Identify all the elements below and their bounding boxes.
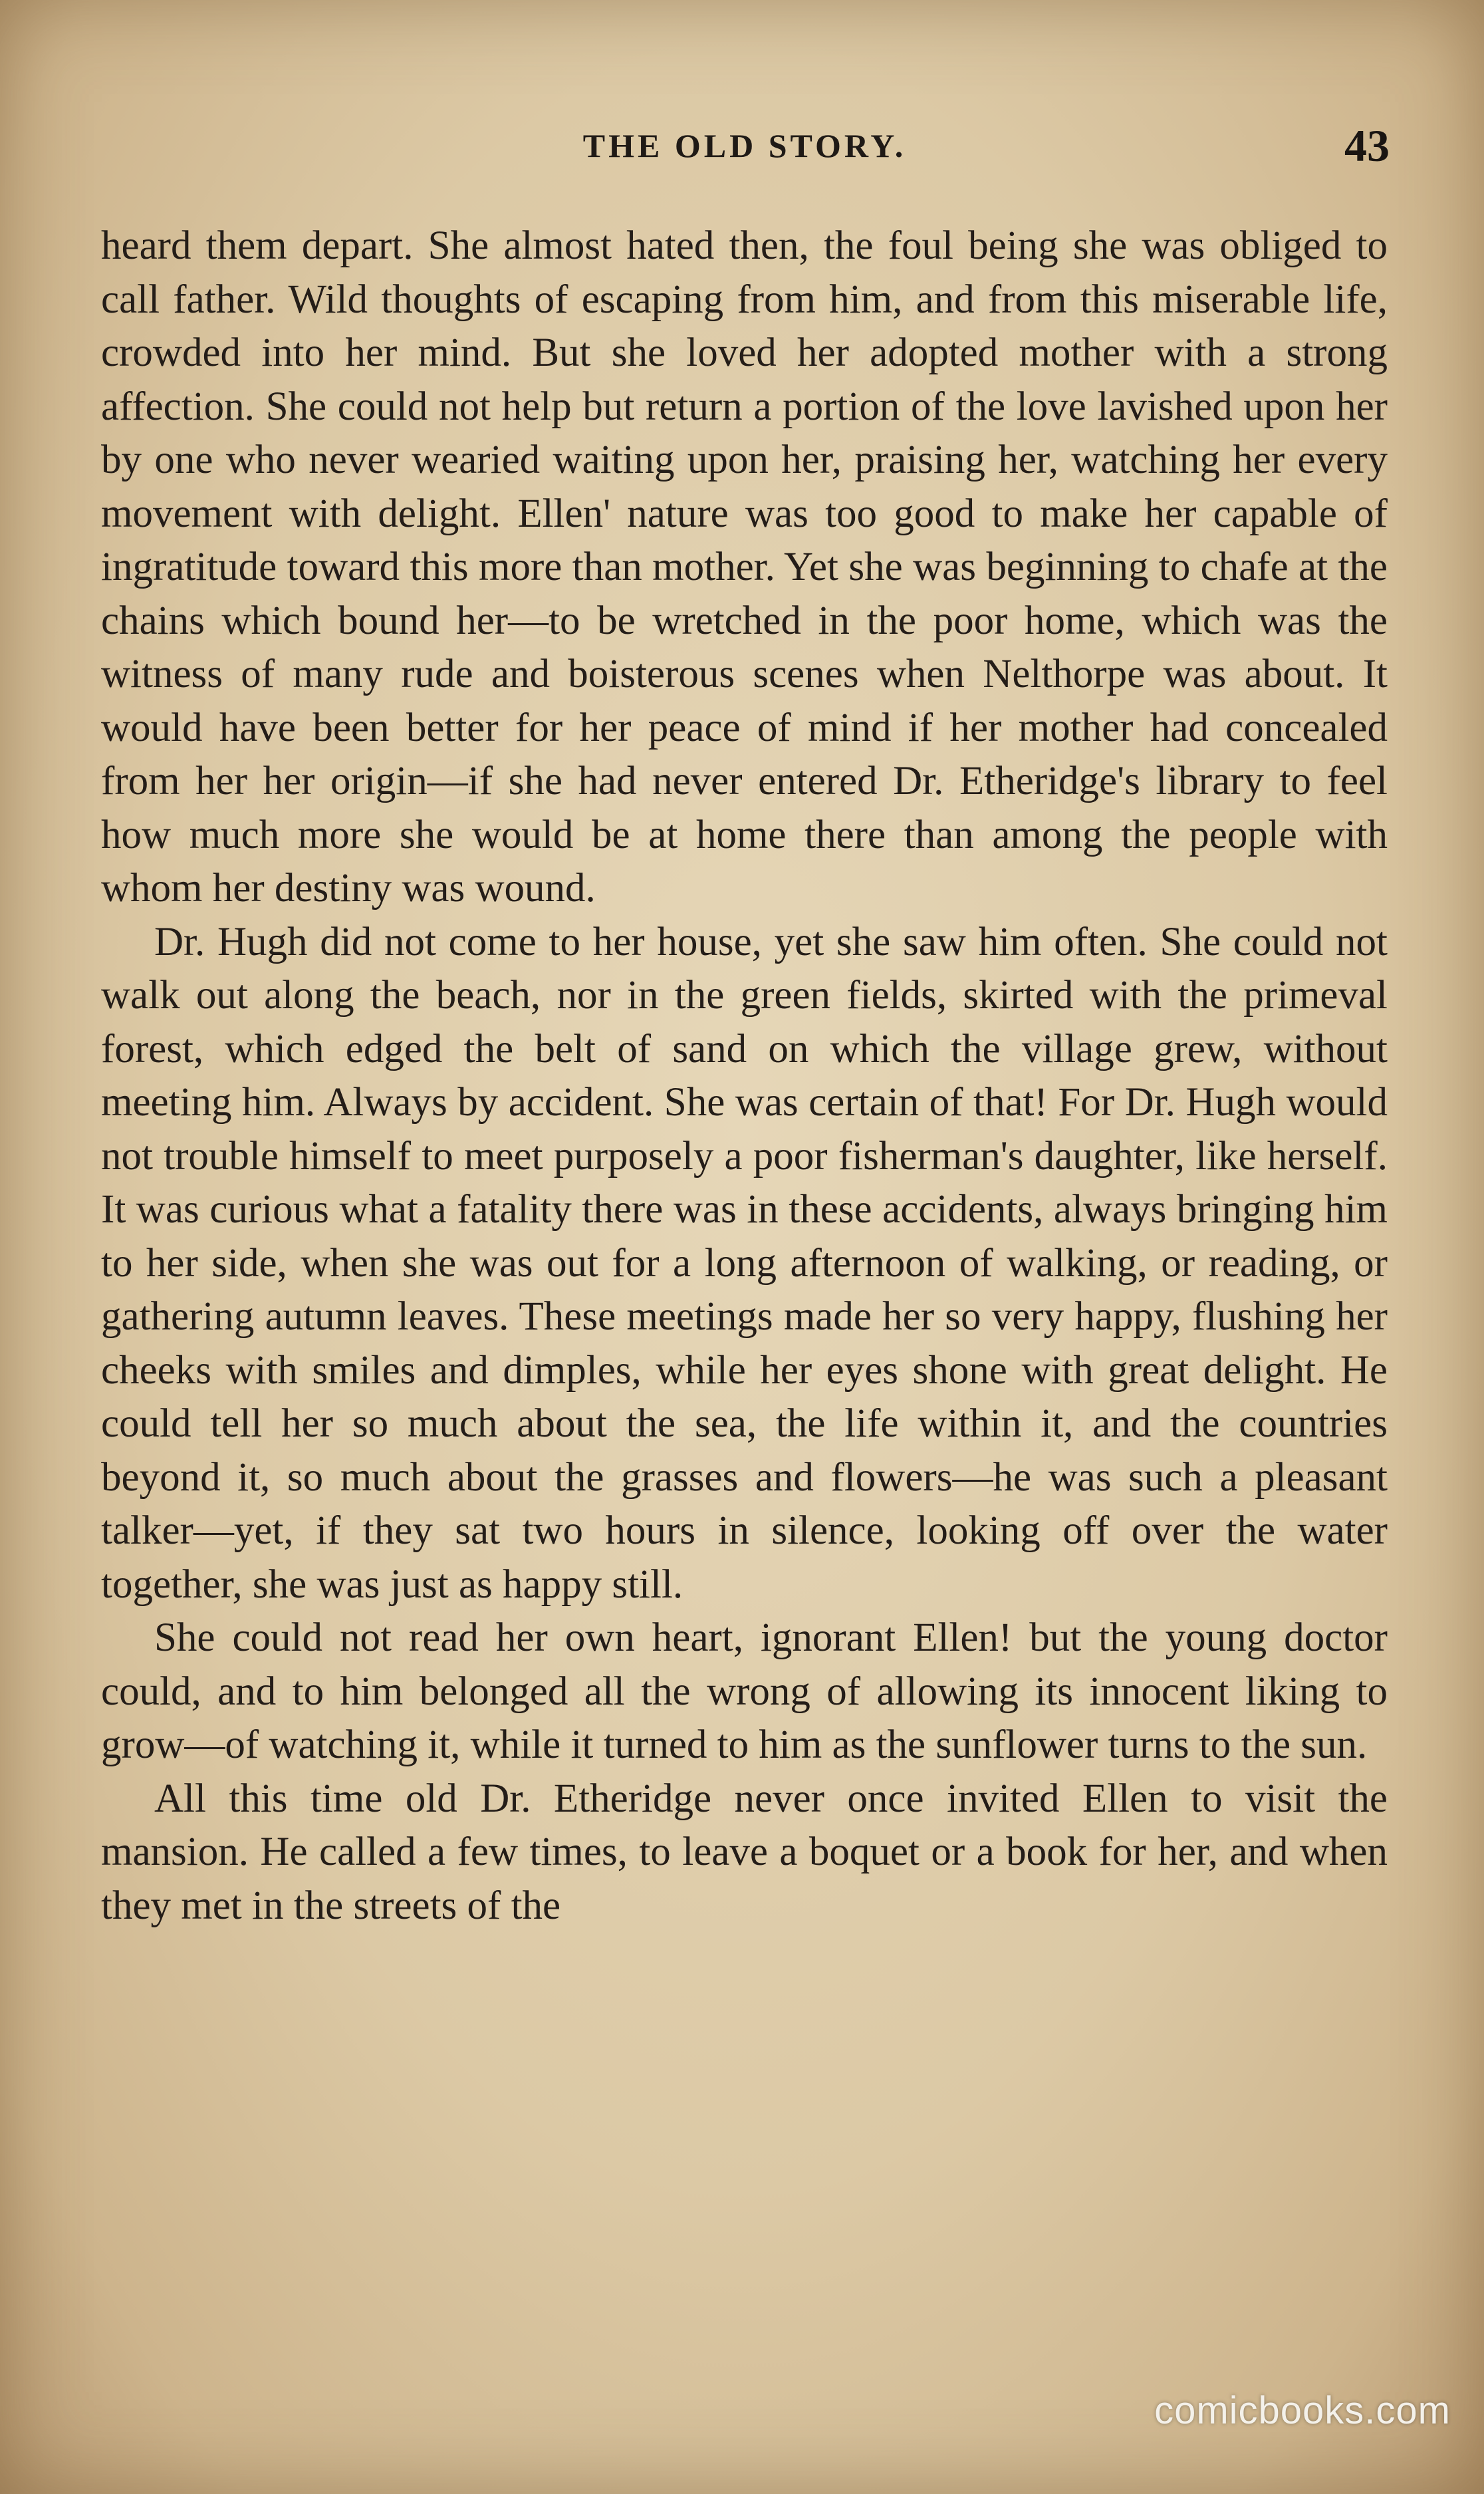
paragraph-2: Dr. Hugh did not come to her house, yet she saw him often. She could not walk out along the beach, nor in the green fields, skirted with the primeval forest, which edged the belt of sand on which the village grew, without meeting him. Always by accident. She was certain of that! For Dr. Hugh would not trouble himself to meet purposely a poor fisherman's daughter, like herself. It was curious what a fatality there was in these accidents, always bringing him to her side, when she was out for a long afternoon of walking, or reading, or gathering autumn leaves. These meetings made her so very happy, flushing her cheeks with smiles and dimples, while her eyes shone with great delight. He could tell her so much about the sea, the life within it, and the countries beyond it, so much about the grasses and flowers—he was such a pleasant talker—yet, if they sat two hours in silence, looking off over the water together, she was just as happy still.	[101, 919, 1388, 1607]
body-text	[101, 219, 1388, 1933]
paragraph-3: She could not read her own heart, ignorant Ellen! but the young doctor could, and to him belonged all the wrong of allowing its innocent liking to grow—of watching it, while it turned to him as the sunflower turns to the sun.	[101, 1615, 1388, 1767]
paragraph-4: All this time old Dr. Etheridge never once invited Ellen to visit the mansion. He called a few times, to leave a boquet or a book for her, and when they met in the streets of the	[101, 1776, 1388, 1928]
page-number: 43	[1344, 120, 1390, 171]
page-header	[100, 120, 1390, 180]
running-title: THE OLD STORY.	[582, 127, 907, 164]
paragraph-1: heard them depart. She almost hated then, the foul being she was obliged to call father. Wild thoughts of escaping from him, and from this miserable life, crowded into her mind. But she loved her adopted mother with a strong affection. She could not help but return a portion of the love lavished upon her by one who never wearied waiting upon her, praising her, watching her every movement with delight. Ellen' nature was too good to make her capable of ingratitude toward this more than mother. Yet she was beginning to chafe at the chains which bound her—to be wretched in the poor home, which was the witness of many rude and boisterous scenes when Nelthorpe was about. It would have been better for her peace of mind if her mother had concealed from her her origin—if she had never entered Dr. Etheridge's library to feel how much more she would be at home there than among the people with whom her destiny was wound.	[101, 223, 1388, 910]
watermark-text: comicbooks.com	[1154, 2389, 1451, 2432]
